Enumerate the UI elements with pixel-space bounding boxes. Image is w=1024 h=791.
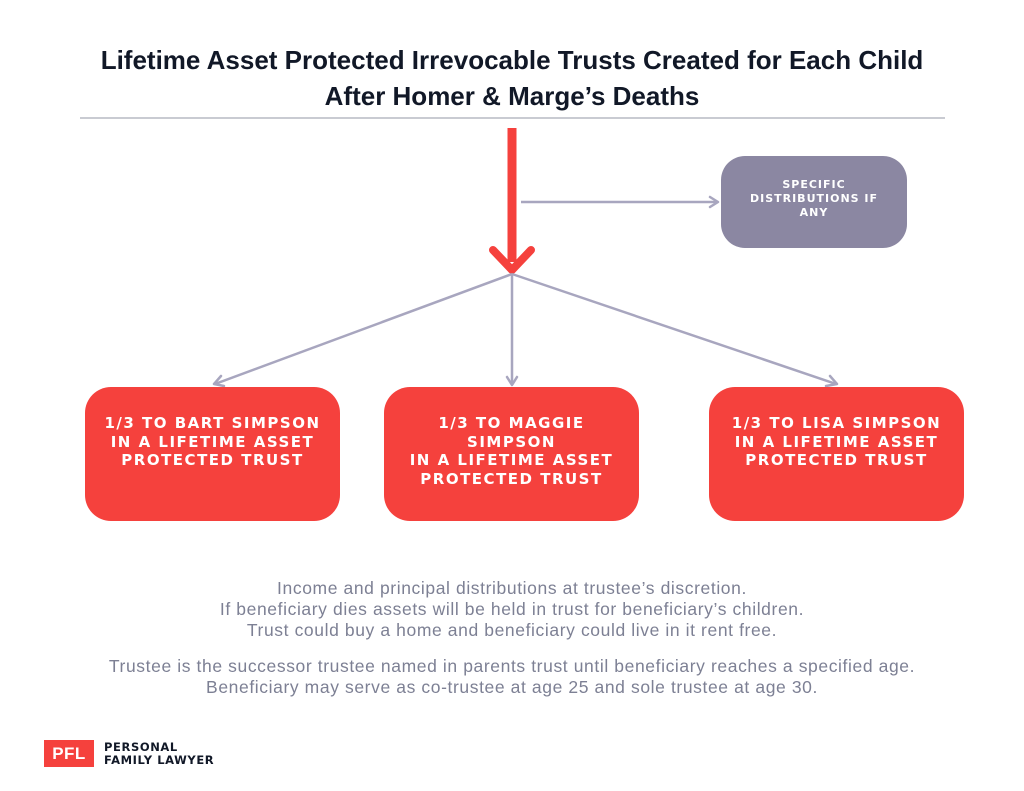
connector-lisa [512,274,836,384]
trust-box-maggie [384,387,639,521]
pfl-logo [44,740,214,767]
specific-line-2: DISTRIBUTIONS IF [749,192,879,205]
trust-maggie-line-2: SIMPSON [467,432,556,451]
connector-bart [215,274,512,384]
logo-mark: PFL [44,740,94,767]
trust-box-bart [85,387,340,521]
trust-maggie-line-1: 1/3 TO MAGGIE [438,414,585,432]
note-line: Income and principal distributions at trustee’s discretion. [277,578,747,598]
note-line: If beneficiary dies assets will be held in trust for beneficiary’s children. [219,599,805,619]
page-title-line-2: After Homer & Marge’s Deaths [324,81,700,111]
trust-maggie-line-4: PROTECTED TRUST [420,469,603,488]
logo-line-1: PERSONAL [104,739,178,754]
trust-bart-line-2: IN A LIFETIME ASSET [110,432,315,451]
note-line: Trustee is the successor trustee named in parents trust until beneficiary reaches a specified age. [108,656,916,676]
specific-distributions-box [721,156,907,248]
note-line: Trust could buy a home and beneficiary could live in it rent free. [246,620,778,640]
trust-bart-line-3: PROTECTED TRUST [121,451,304,469]
trust-bart-line-1: 1/3 TO BART SIMPSON [104,414,321,432]
notes-paragraph-1 [40,578,984,641]
specific-line-1: SPECIFIC [782,178,846,191]
trust-lisa-line-2: IN A LIFETIME ASSET [734,432,939,451]
notes-paragraph-2 [40,656,984,698]
logo-line-2: FAMILY LAWYER [104,752,215,767]
logo-wordmark [104,741,214,767]
trust-maggie-line-3: IN A LIFETIME ASSET [409,451,614,469]
trust-box-lisa [709,387,964,521]
page-title-line-1: Lifetime Asset Protected Irrevocable Trusts Created for Each Child [100,45,924,75]
specific-line-3: ANY [799,206,829,219]
trust-lisa-line-3: PROTECTED TRUST [745,451,928,469]
trust-lisa-line-1: 1/3 TO LISA SIMPSON [731,414,942,432]
note-line: Beneficiary may serve as co-trustee at age 25 and sole trustee at age 30. [206,677,818,697]
